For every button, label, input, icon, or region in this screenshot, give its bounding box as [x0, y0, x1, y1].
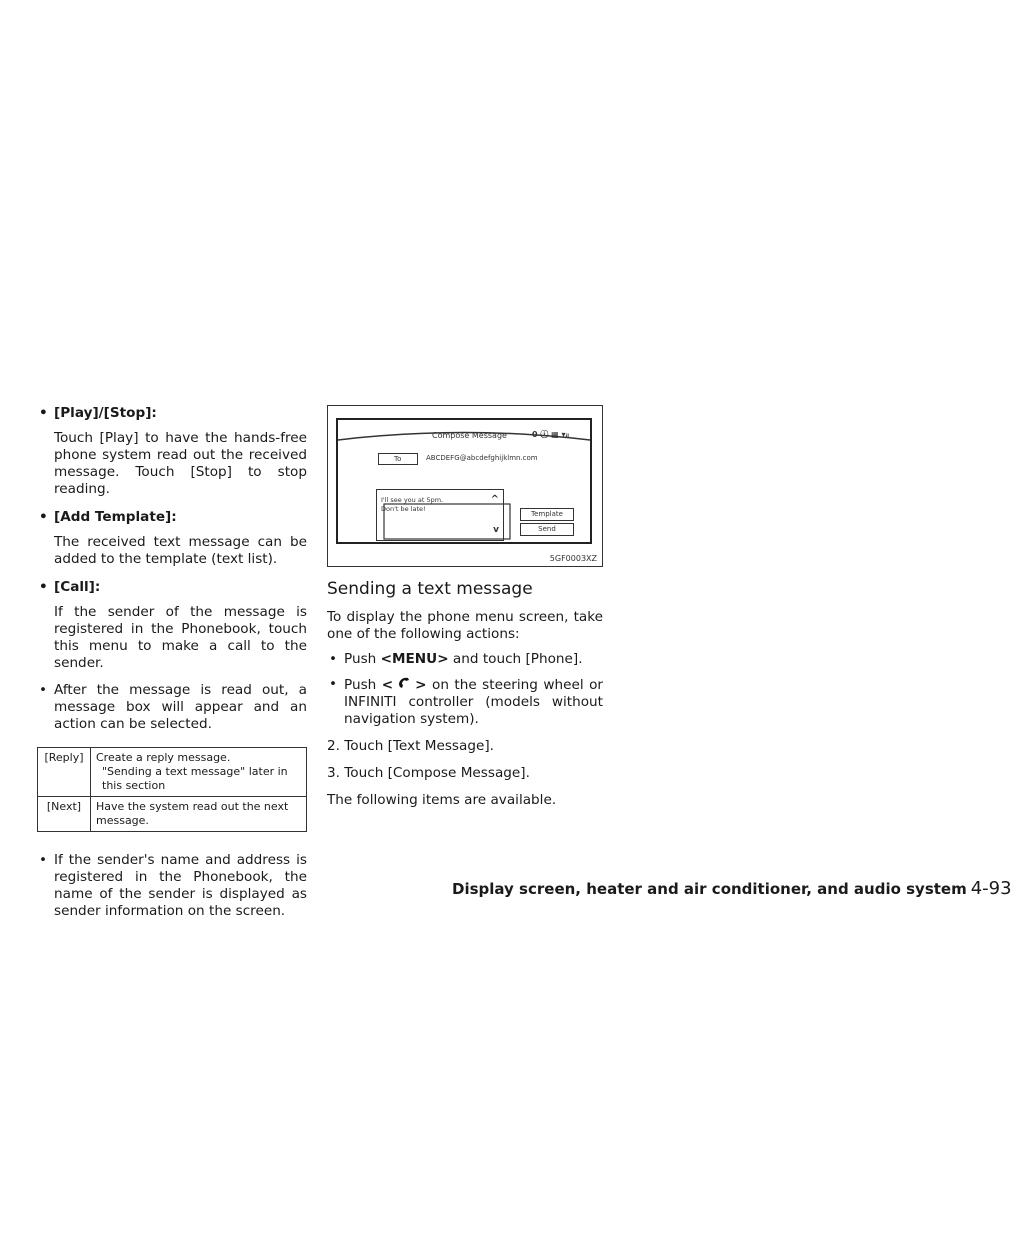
next-key: [Next]	[38, 797, 91, 832]
left-column	[37, 405, 307, 920]
action-table	[37, 747, 307, 832]
reply-desc: Create a reply message. "Sending a text message" later in this section	[91, 748, 307, 797]
message-box[interactable]: I'll see you at 5pm. Don't be late! ^ v	[376, 489, 504, 541]
call-text: If the sender of the message is registered in the Phonebook, touch this menu to make a call to the sender.	[54, 604, 307, 671]
compose-message-figure	[327, 405, 603, 567]
right-column	[327, 405, 603, 809]
following-items: The following items are available.	[327, 792, 557, 808]
play-stop-text: Touch [Play] to have the hands-free phone system read out the received message. Touch [Stop] to stop reading.	[54, 430, 307, 497]
template-button[interactable]: Template	[520, 508, 574, 521]
step-2: 2. Touch [Text Message].	[327, 738, 494, 754]
reply-key: [Reply]	[38, 748, 91, 797]
table-row	[38, 748, 307, 797]
page-number: 4-93	[970, 878, 1012, 899]
add-template-text: The received text message can be added to the template (text list).	[54, 534, 307, 567]
sender-note: • If the sender's name and address is registered in the Phonebook, the name of the sender is displayed as sender information on the screen.	[39, 852, 307, 919]
to-button[interactable]: To	[378, 453, 418, 465]
call-heading: • [Call]:	[39, 579, 101, 595]
status-icons: 0 ⓘ ▦ ▾ᵢₗ	[532, 430, 570, 439]
phone-icon	[393, 676, 415, 694]
intro-text: To display the phone menu screen, take one of the following actions:	[327, 609, 603, 642]
add-template-heading: • [Add Template]:	[39, 509, 177, 525]
footer-title: Display screen, heater and air conditioner, and audio system	[452, 880, 967, 898]
scroll-up-icon[interactable]: ^	[490, 494, 499, 505]
step-3: 3. Touch [Compose Message].	[327, 765, 530, 781]
send-button[interactable]: Send	[520, 523, 574, 536]
figure-code: 5GF0003XZ	[549, 554, 597, 563]
recipient: ABCDEFG@abcdefghijklmn.com	[426, 454, 538, 462]
push-menu-step: • Push <MENU> and touch [Phone].	[329, 651, 583, 667]
table-row	[38, 797, 307, 832]
next-desc: Have the system read out the next message.	[91, 797, 307, 832]
push-phone-step: • Push < > on the steering wheel or INFINITI controller (models without navigation system).	[329, 676, 603, 727]
after-read-note: • After the message is read out, a message box will appear and an action can be selected.	[39, 682, 307, 732]
scroll-down-icon[interactable]: v	[493, 525, 499, 535]
play-stop-heading: • [Play]/[Stop]:	[39, 405, 157, 421]
screen-title: Compose Message	[432, 431, 507, 440]
section-heading: Sending a text message	[327, 579, 533, 599]
display-screen	[336, 418, 592, 544]
page-footer	[452, 878, 1012, 899]
